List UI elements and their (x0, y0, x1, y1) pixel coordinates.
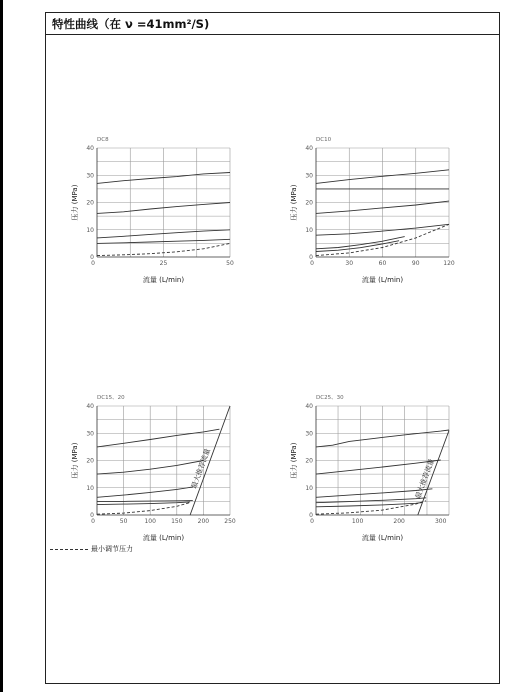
x-axis-label: 流量 (L/min) (142, 276, 185, 284)
pressure-curve-1 (316, 460, 441, 474)
max-flow-annotation: 最大推荐流量 (190, 447, 212, 490)
chart-dc15-20 (60, 386, 250, 551)
y-axis-label: 压力 (MPa) (290, 184, 298, 221)
y-tick-label: 10 (305, 226, 313, 234)
y-tick-label: 30 (305, 430, 313, 438)
y-axis-label: 压力 (MPa) (71, 442, 79, 479)
y-axis-label: 压力 (MPa) (290, 442, 298, 479)
chart-dc15-20-svg (60, 386, 250, 551)
chart-dc8-svg (60, 128, 250, 293)
y-tick-label: 20 (86, 199, 94, 207)
y-tick-label: 0 (90, 512, 94, 519)
page-title: 特性曲线（在 ν =41mm²/S) (52, 17, 210, 31)
x-tick-label: 0 (310, 518, 314, 525)
chart-dc8 (60, 128, 250, 293)
y-tick-label: 20 (305, 199, 313, 207)
x-tick-label: 30 (345, 260, 354, 267)
y-tick-label: 30 (86, 172, 94, 180)
y-tick-label: 40 (305, 145, 313, 152)
pressure-curve-4 (97, 502, 190, 505)
x-tick-label: 250 (224, 518, 236, 525)
x-tick-label: 300 (434, 518, 447, 525)
x-axis-label: 流量 (L/min) (361, 276, 404, 284)
y-tick-label: 20 (86, 457, 94, 465)
pressure-curve-0 (97, 429, 219, 447)
x-tick-label: 90 (411, 260, 420, 267)
y-tick-label: 10 (305, 484, 313, 492)
legend-min-pressure-label: 最小调节压力 (91, 545, 133, 553)
x-tick-label: 200 (393, 518, 405, 525)
x-tick-label: 0 (310, 260, 314, 267)
chart-title: DC15、20 (97, 395, 125, 401)
y-tick-label: 0 (90, 254, 94, 261)
x-tick-label: 60 (378, 260, 387, 267)
x-tick-label: 25 (159, 260, 168, 267)
chart-title: DC10 (316, 137, 332, 143)
x-tick-label: 50 (119, 518, 128, 525)
x-tick-label: 150 (171, 518, 183, 525)
legend (50, 544, 133, 554)
x-tick-label: 100 (351, 518, 364, 525)
left-margin-rule (0, 0, 3, 692)
pressure-curve-4 (316, 237, 405, 249)
chart-title: DC8 (97, 137, 109, 143)
y-tick-label: 40 (305, 403, 313, 410)
y-tick-label: 10 (86, 226, 94, 234)
header-bar (46, 13, 499, 35)
y-tick-label: 20 (305, 457, 313, 465)
x-axis-label: 流量 (L/min) (142, 534, 185, 542)
x-axis-label: 流量 (L/min) (361, 534, 404, 542)
x-tick-label: 200 (197, 518, 210, 525)
document-frame (45, 12, 500, 684)
y-tick-label: 0 (309, 254, 313, 261)
x-tick-label: 120 (443, 260, 455, 267)
x-tick-label: 0 (91, 518, 95, 525)
y-axis-label: 压力 (MPa) (71, 184, 79, 221)
y-tick-label: 30 (305, 172, 313, 180)
pressure-curve-3 (316, 498, 426, 503)
max-flow-annotation: 最大推荐流量 (414, 457, 437, 500)
legend-dashed-line (50, 549, 88, 550)
x-tick-label: 100 (144, 518, 156, 525)
x-tick-label: 0 (91, 260, 95, 267)
pressure-curve-2 (97, 487, 193, 497)
min-pressure-curve (316, 501, 426, 514)
chart-dc25-30 (279, 386, 469, 551)
y-tick-label: 0 (309, 512, 313, 519)
chart-dc10 (279, 128, 469, 293)
chart-dc10-svg (279, 128, 469, 293)
y-tick-label: 40 (86, 403, 94, 410)
y-tick-label: 30 (86, 430, 94, 438)
y-tick-label: 10 (86, 484, 94, 492)
chart-dc25-30-svg (279, 386, 469, 551)
x-tick-label: 50 (226, 260, 234, 267)
y-tick-label: 40 (86, 145, 94, 152)
chart-title: DC25、30 (316, 395, 344, 401)
